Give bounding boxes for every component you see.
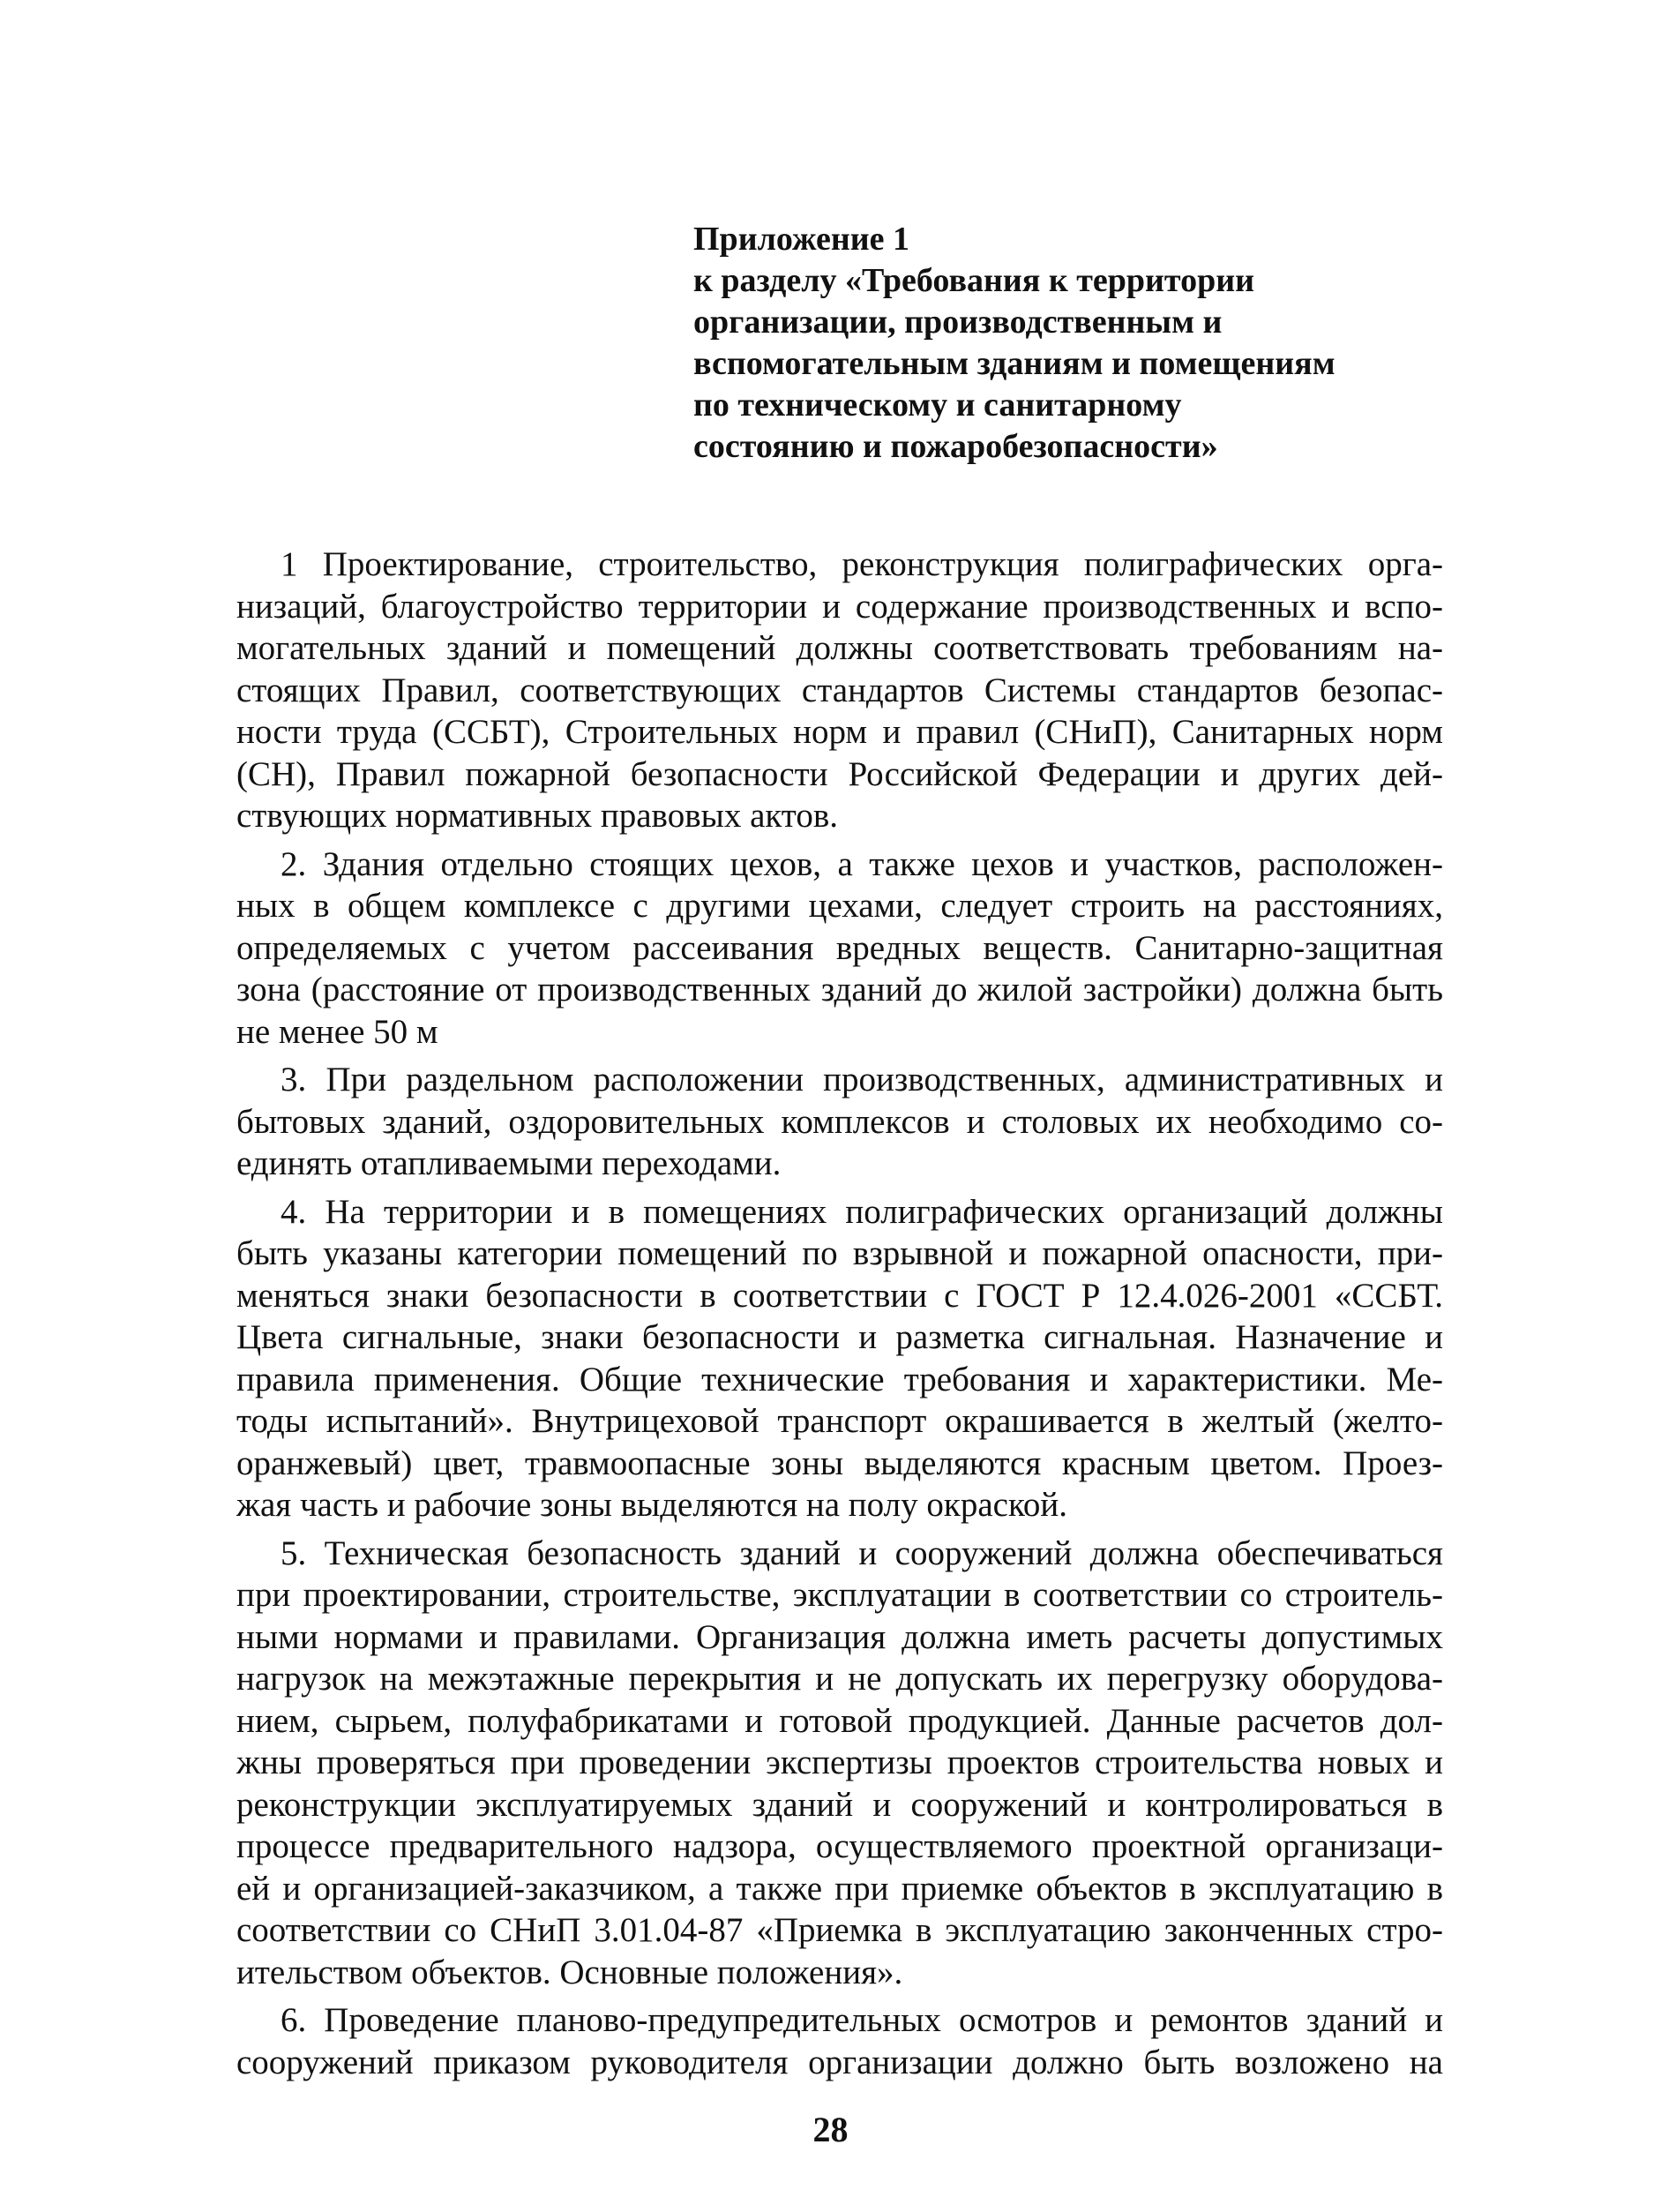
- text-line: бытовых зданий, оздоровительных комплексов и столовых их необходимо со-: [236, 1102, 1443, 1141]
- paragraph-5: [236, 1533, 1443, 1994]
- text-line: ных в общем комплексе с другими цехами, следует строить на расстояниях,: [236, 887, 1443, 925]
- paragraph-1: [236, 544, 1443, 837]
- text-line: реконструкции эксплуатируемых зданий и сооружений и контролироваться в: [236, 1785, 1443, 1824]
- heading-line: состоянию и пожаробезопасности»: [693, 428, 1218, 465]
- text-line: ствующих нормативных правовых актов.: [236, 797, 839, 835]
- text-line: меняться знаки безопасности в соответствии с ГОСТ Р 12.4.026-2001 «ССБТ.: [236, 1276, 1443, 1315]
- text-line: нагрузок на межэтажные перекрытия и не допускать их перегрузку оборудова-: [236, 1660, 1443, 1698]
- text-line: определяемых с учетом рассеивания вредных веществ. Санитарно-защитная: [236, 928, 1443, 967]
- text-line: жая часть и рабочие зоны выделяются на полу окраской.: [236, 1486, 1068, 1524]
- text-line: 2. Здания отдельно стоящих цехов, а также цехов и участков, расположен-: [281, 844, 1443, 883]
- text-line: ности труда (ССБТ), Строительных норм и правил (СНиП), Санитарных норм: [236, 713, 1443, 751]
- paragraph-4: [236, 1191, 1443, 1526]
- text-line: быть указаны категории помещений по взрывной и пожарной опасности, при-: [236, 1234, 1443, 1272]
- text-line: 5. Техническая безопасность зданий и сооружений должна обеспечиваться: [281, 1533, 1443, 1572]
- text-line: (СН), Правил пожарной безопасности Российской Федерации и других дей-: [236, 754, 1443, 793]
- text-line: могательных зданий и помещений должны соответствовать требованиям на-: [236, 629, 1443, 667]
- paragraph-2: [236, 844, 1443, 1054]
- paragraph-3: [236, 1059, 1443, 1185]
- text-line: жны проверяться при проведении экспертизы проектов строительства новых и: [236, 1743, 1443, 1781]
- text-line: 4. На территории и в помещениях полиграфических организаций должны: [281, 1192, 1443, 1231]
- text-line: стоящих Правил, соответствующих стандартов Системы стандартов безопас-: [236, 671, 1443, 709]
- page-number: 28: [812, 2110, 849, 2149]
- text-line: нием, сырьем, полуфабрикатами и готовой продукцией. Данные расчетов дол-: [236, 1701, 1443, 1740]
- paragraph-6: [236, 1999, 1443, 2083]
- heading-line: к разделу «Требования к территории: [693, 262, 1255, 299]
- text-line: при проектировании, строительстве, эксплуатации в соответствии со строитель-: [236, 1576, 1443, 1614]
- text-line: тоды испытаний». Внутрицеховой транспорт окрашивается в желтый (желто-: [236, 1402, 1443, 1440]
- appendix-heading: [693, 219, 1434, 468]
- heading-line: Приложение 1: [693, 221, 910, 258]
- text-line: 6. Проведение планово-предупредительных осмотров и ремонтов зданий и: [281, 2001, 1443, 2039]
- text-line: 3. При раздельном расположении производственных, административных и: [281, 1061, 1443, 1099]
- text-line: 1 Проектирование, строительство, реконструкция полиграфических орга-: [281, 545, 1443, 583]
- text-line: единять отапливаемыми переходами.: [236, 1144, 782, 1182]
- heading-line: вспомогательным зданиям и помещениям: [693, 345, 1336, 382]
- text-line: зона (расстояние от производственных зданий до жилой застройки) должна быть: [236, 971, 1443, 1009]
- body-text: [236, 544, 1443, 2089]
- text-line: не менее 50 м: [236, 1012, 438, 1051]
- text-line: ными нормами и правилами. Организация должна иметь расчеты допустимых: [236, 1617, 1443, 1656]
- text-line: правила применения. Общие технические требования и характеристики. Ме-: [236, 1360, 1443, 1398]
- text-line: Цвета сигнальные, знаки безопасности и разметка сигнальная. Назначение и: [236, 1318, 1443, 1356]
- text-line: соответствии со СНиП 3.01.04-87 «Приемка в эксплуатацию законченных стро-: [236, 1911, 1443, 1949]
- text-line: оранжевый) цвет, травмоопасные зоны выделяются красным цветом. Проез-: [236, 1443, 1443, 1482]
- text-line: процессе предварительного надзора, осуществляемого проектной организаци-: [236, 1827, 1443, 1865]
- heading-line: по техническому и санитарному: [693, 386, 1182, 424]
- heading-line: организации, производственным и: [693, 304, 1223, 341]
- text-line: ей и организацией-заказчиком, а также при приемке объектов в эксплуатацию в: [236, 1869, 1443, 1908]
- text-line: низаций, благоустройство территории и содержание производственных и вспо-: [236, 587, 1443, 626]
- text-line: ительством объектов. Основные положения».: [236, 1953, 903, 1991]
- text-line: сооружений приказом руководителя организации должно быть возложено на: [236, 2043, 1443, 2081]
